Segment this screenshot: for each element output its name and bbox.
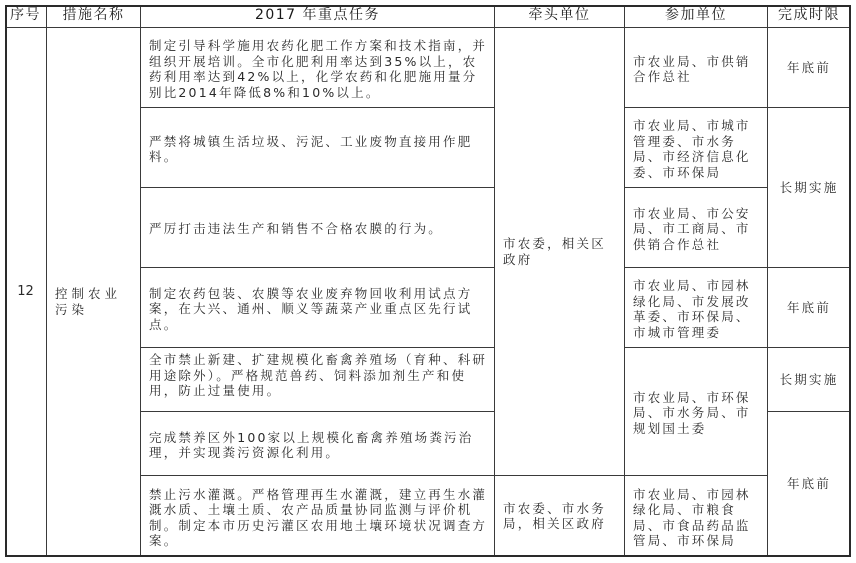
deadline-cell: 年底前 [768,28,851,108]
task-cell [141,188,495,268]
lead-unit-text: 市农委、市水务局，相关区政府 [503,500,606,531]
lead-unit-text: 市农委，相关区政府 [503,236,606,267]
participating-unit-text: 市农业局、市园林绿化局、市发展改革委、市环保局、市城市管理委 [633,278,751,340]
participating-unit-cell [625,268,768,348]
participating-unit-cell [625,28,768,108]
header-deadline: 完成时限 [768,5,851,28]
task-text: 严禁将城镇生活垃圾、污泥、工业废物直接用作肥料。 [149,133,473,164]
lead-unit-cell [495,476,625,557]
participating-unit-cell [625,188,768,268]
task-text: 全市禁止新建、扩建规模化畜禽养殖场（育种、科研用途除外）。严格规范兽药、饲料添加剂生产和使用，防止过量使用。 [149,352,488,398]
participating-unit-text: 市农业局、市供销合作总社 [633,53,751,84]
participating-unit-text: 市农业局、市园林绿化局、市粮食局、市食品药品监管局、市环保局 [633,486,751,548]
task-cell [141,348,495,412]
participating-unit-text: 市农业局、市环保局、市水务局、市规划国土委 [633,389,751,436]
task-cell [141,108,495,188]
task-cell [141,412,495,476]
header-participating-units: 参加单位 [625,5,768,28]
deadline-cell: 长期实施 [768,348,851,412]
task-text: 制定引导科学施用农药化肥工作方案和技术指南，并组织开展培训。全市化肥利用率达到35%以上，农药利用率达到42%以上，化学农药和化肥施用量分别比2014年降低8%和10%以上。 [149,38,488,100]
participating-unit-cell [625,108,768,188]
header-index: 序号 [5,5,47,28]
participating-unit-text: 市农业局、市城市管理委、市水务局、市经济信息化委、市环保局 [633,118,751,180]
task-text: 禁止污水灌溉。严格管理再生水灌溉，建立再生水灌溉水质、土壤土质、农产品质量协同监测与评价机制。制定本市历史污灌区农用地土壤环境状况调查方案。 [149,486,488,548]
task-cell [141,476,495,557]
task-text: 完成禁养区外100家以上规模化畜禽养殖场粪污治理，并实现粪污资源化利用。 [149,429,474,460]
deadline-cell: 年底前 [768,268,851,348]
deadline-cell: 年底前 [768,412,851,557]
row-index: 12 [5,28,47,557]
measure-name: 控制农业污染 [47,28,141,557]
header-tasks: 2017 年重点任务 [141,5,495,28]
participating-unit-cell [625,476,768,557]
task-text: 严厉打击违法生产和销售不合格农膜的行为。 [149,221,444,237]
participating-unit-cell [625,348,768,476]
key-tasks-table [5,5,851,557]
header-measure: 措施名称 [47,5,141,28]
deadline-cell: 长期实施 [768,108,851,268]
task-text: 制定农药包装、农膜等农业废弃物回收利用试点方案，在大兴、通州、顺义等蔬菜产业重点区先行试点。 [149,285,473,332]
header-lead-unit: 牵头单位 [495,5,625,28]
task-cell [141,28,495,108]
lead-unit-cell [495,28,625,476]
task-cell [141,268,495,348]
participating-unit-text: 市农业局、市公安局、市工商局、市供销合作总社 [633,205,751,252]
